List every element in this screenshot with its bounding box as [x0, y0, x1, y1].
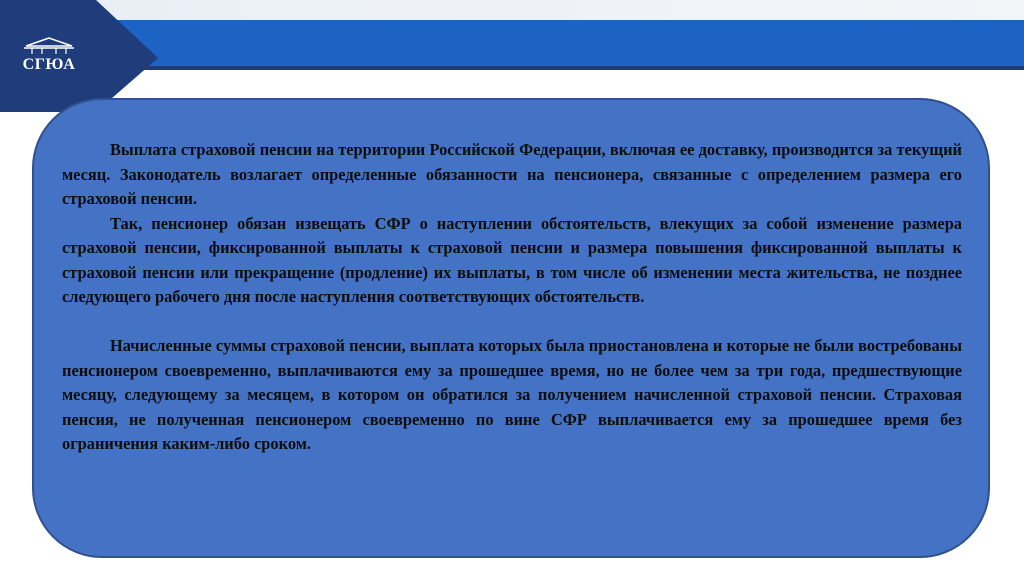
paragraph-3: Начисленные суммы страховой пенсии, выплата которых была приостановлена и которые не были востребованы пенсионером своевременно, выплачиваются ему за прошедшее время, но не более чем за три года, предшествующие месяцу, следующему за месяцем, в котором он обратился за получением начисленной страховой пенсии. Страховая пенсия, не полученная пенсионером своевременно по вине СФР выплачивается ему за прошедшее время без ограничения каким-либо сроком. [62, 336, 962, 453]
paragraph-1: Выплата страховой пенсии на территории Российской Федерации, включая ее доставку, производится за текущий месяц. Законодатель возлагает определенные обязанности на пенсионера, связанные с определением размера его страховой пенсии. [62, 140, 962, 208]
content-text [62, 138, 962, 457]
paragraph-2: Так, пенсионер обязан извещать СФР о наступлении обстоятельств, влекущих за собой изменение размера страховой пенсии, фиксированной выплаты к страховой пенсии и размера повышения фиксированной выплаты к страховой пенсии или прекращение (продление) их выплаты, в том числе об изменении места жительства, не позднее следующего рабочего дня после наступления соответствующих обстоятельств. [62, 213, 962, 306]
logo-text: СГЮА [22, 56, 76, 73]
building-icon [20, 36, 78, 56]
